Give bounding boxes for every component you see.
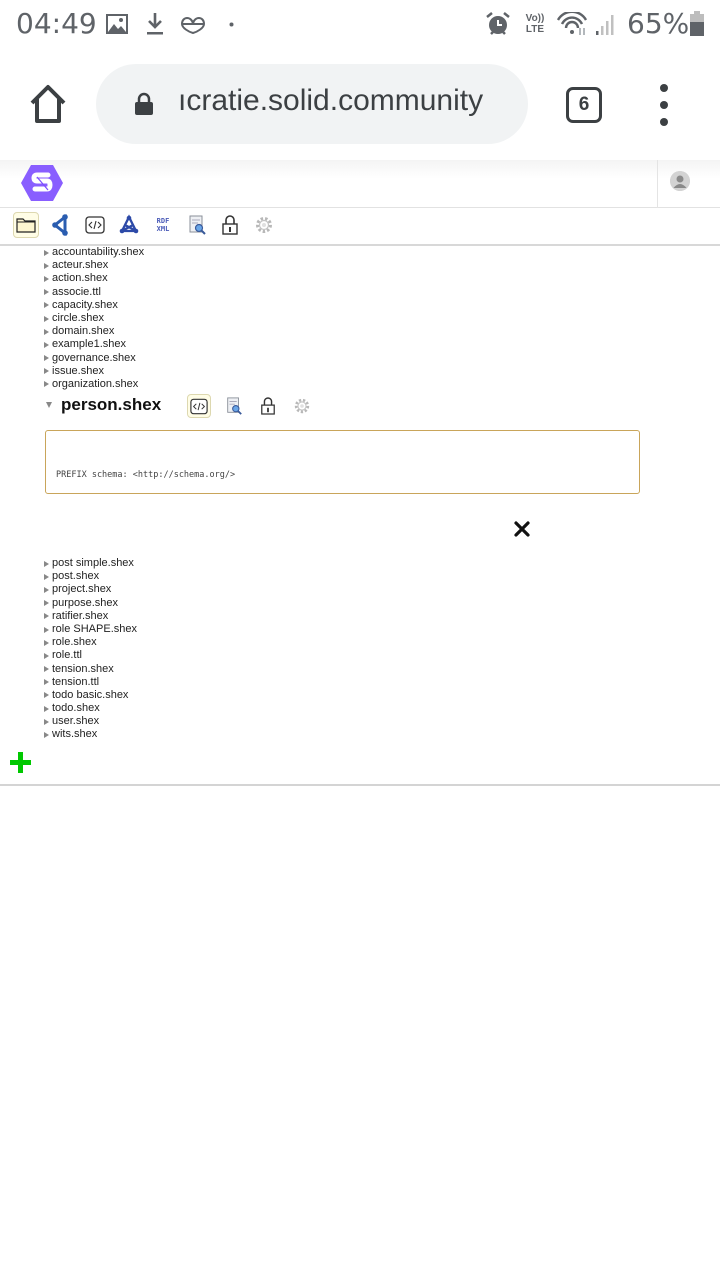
collapse-triangle-icon[interactable]	[46, 402, 52, 408]
code-icon	[85, 216, 105, 234]
wifi-icon	[556, 12, 590, 36]
sharing-button[interactable]	[256, 394, 280, 418]
file-item[interactable]: project.shex	[44, 583, 684, 596]
network-icon	[118, 214, 140, 236]
volte-icon: Vo)) LTE	[525, 13, 545, 35]
source-view-button[interactable]	[82, 212, 108, 238]
file-item[interactable]: issue.shex	[44, 365, 684, 378]
file-item[interactable]: organization.shex	[44, 378, 684, 391]
home-button[interactable]	[26, 82, 70, 126]
source-view-button[interactable]	[187, 394, 211, 418]
settings-button[interactable]	[251, 212, 277, 238]
dot-icon	[228, 12, 234, 36]
alarm-icon	[484, 12, 512, 36]
expand-triangle-icon[interactable]	[44, 316, 49, 322]
expand-triangle-icon[interactable]	[44, 706, 49, 712]
user-avatar-icon[interactable]	[670, 171, 690, 191]
file-item[interactable]: todo basic.shex	[44, 689, 684, 702]
file-item[interactable]: governance.shex	[44, 352, 684, 365]
expand-triangle-icon[interactable]	[44, 289, 49, 295]
file-item[interactable]: action.shex	[44, 272, 684, 285]
file-item[interactable]: capacity.shex	[44, 299, 684, 312]
lock-icon[interactable]	[134, 92, 154, 116]
class-view-button[interactable]	[116, 212, 142, 238]
gear-icon	[293, 397, 311, 415]
expanded-file-name: person.shex	[61, 395, 162, 414]
file-item[interactable]: role SHAPE.shex	[44, 623, 684, 636]
expand-triangle-icon[interactable]	[44, 587, 49, 593]
url-bar[interactable]	[96, 64, 528, 144]
document-inspect-button[interactable]	[222, 394, 246, 418]
document-inspect-button[interactable]	[184, 212, 210, 238]
expand-triangle-icon[interactable]	[44, 732, 49, 738]
more-vert-icon[interactable]	[652, 84, 676, 126]
signal-icon	[594, 12, 618, 36]
file-item[interactable]: purpose.shex	[44, 597, 684, 610]
expand-triangle-icon[interactable]	[44, 302, 49, 308]
file-item[interactable]: wits.shex	[44, 728, 684, 741]
battery-icon	[688, 12, 706, 36]
expand-triangle-icon[interactable]	[44, 250, 49, 256]
folder-icon	[16, 217, 36, 233]
file-list	[44, 246, 684, 391]
expand-triangle-icon[interactable]	[44, 276, 49, 282]
shex-source-editor[interactable]: PREFIX schema: <http://schema.org/>	[45, 430, 640, 494]
solid-logo[interactable]	[20, 163, 64, 203]
expand-triangle-icon[interactable]	[44, 666, 49, 672]
settings-button[interactable]	[290, 394, 314, 418]
clock: 04:49	[16, 7, 97, 40]
expand-triangle-icon[interactable]	[44, 719, 49, 725]
browser-toolbar	[0, 50, 720, 160]
header-divider	[657, 160, 658, 208]
file-item[interactable]: tension.shex	[44, 663, 684, 676]
view-toolbar	[0, 208, 720, 246]
expand-triangle-icon[interactable]	[44, 679, 49, 685]
expand-triangle-icon[interactable]	[44, 355, 49, 361]
expanded-file-row	[44, 392, 664, 422]
gear-icon	[254, 215, 274, 235]
padlock-icon	[221, 215, 239, 235]
expand-triangle-icon[interactable]	[44, 263, 49, 269]
code-icon	[190, 398, 208, 415]
expand-triangle-icon[interactable]	[44, 368, 49, 374]
file-item[interactable]: role.ttl	[44, 649, 684, 662]
file-item[interactable]: associe.ttl	[44, 286, 684, 299]
file-item[interactable]: example1.shex	[44, 338, 684, 351]
expand-triangle-icon[interactable]	[44, 600, 49, 606]
expand-triangle-icon[interactable]	[44, 574, 49, 580]
battery-percent: 65%	[627, 7, 690, 40]
solid-header	[0, 160, 720, 208]
file-item[interactable]: post.shex	[44, 570, 684, 583]
padlock-icon	[260, 397, 276, 415]
rdf-xml-view-button[interactable]: RDF XML	[156, 217, 170, 233]
home-icon	[26, 82, 70, 126]
download-icon	[144, 12, 166, 36]
file-item[interactable]: acteur.shex	[44, 259, 684, 272]
file-item[interactable]: user.shex	[44, 715, 684, 728]
expand-triangle-icon[interactable]	[44, 692, 49, 698]
expand-triangle-icon[interactable]	[44, 381, 49, 387]
folder-view-button[interactable]	[13, 212, 39, 238]
expand-triangle-icon[interactable]	[44, 627, 49, 633]
status-bar	[0, 0, 720, 50]
expand-triangle-icon[interactable]	[44, 329, 49, 335]
plus-icon	[10, 752, 31, 773]
file-item[interactable]: todo.shex	[44, 702, 684, 715]
close-icon[interactable]	[512, 519, 532, 539]
expand-triangle-icon[interactable]	[44, 561, 49, 567]
file-item[interactable]: role.shex	[44, 636, 684, 649]
file-item[interactable]: tension.ttl	[44, 676, 684, 689]
file-list-continued	[44, 557, 684, 742]
sharing-button[interactable]	[217, 212, 243, 238]
file-item[interactable]: ratifier.shex	[44, 610, 684, 623]
file-item[interactable]: accountability.shex	[44, 246, 684, 259]
graph-icon	[50, 214, 72, 236]
gallery-icon	[104, 12, 130, 36]
file-item[interactable]: domain.shex	[44, 325, 684, 338]
expand-triangle-icon[interactable]	[44, 342, 49, 348]
tab-switcher-button[interactable]: 6	[566, 87, 602, 123]
expand-triangle-icon[interactable]	[44, 640, 49, 646]
add-file-button[interactable]	[10, 752, 31, 773]
url-text[interactable]: ıcratie.solid.community	[178, 84, 484, 117]
expand-triangle-icon[interactable]	[44, 613, 49, 619]
infinity-heart-icon	[178, 12, 208, 36]
document-search-icon	[225, 397, 243, 415]
file-item[interactable]: circle.shex	[44, 312, 684, 325]
graph-view-button[interactable]	[48, 212, 74, 238]
document-search-icon	[187, 215, 207, 235]
divider	[0, 784, 720, 786]
expand-triangle-icon[interactable]	[44, 653, 49, 659]
file-item[interactable]: post simple.shex	[44, 557, 684, 570]
